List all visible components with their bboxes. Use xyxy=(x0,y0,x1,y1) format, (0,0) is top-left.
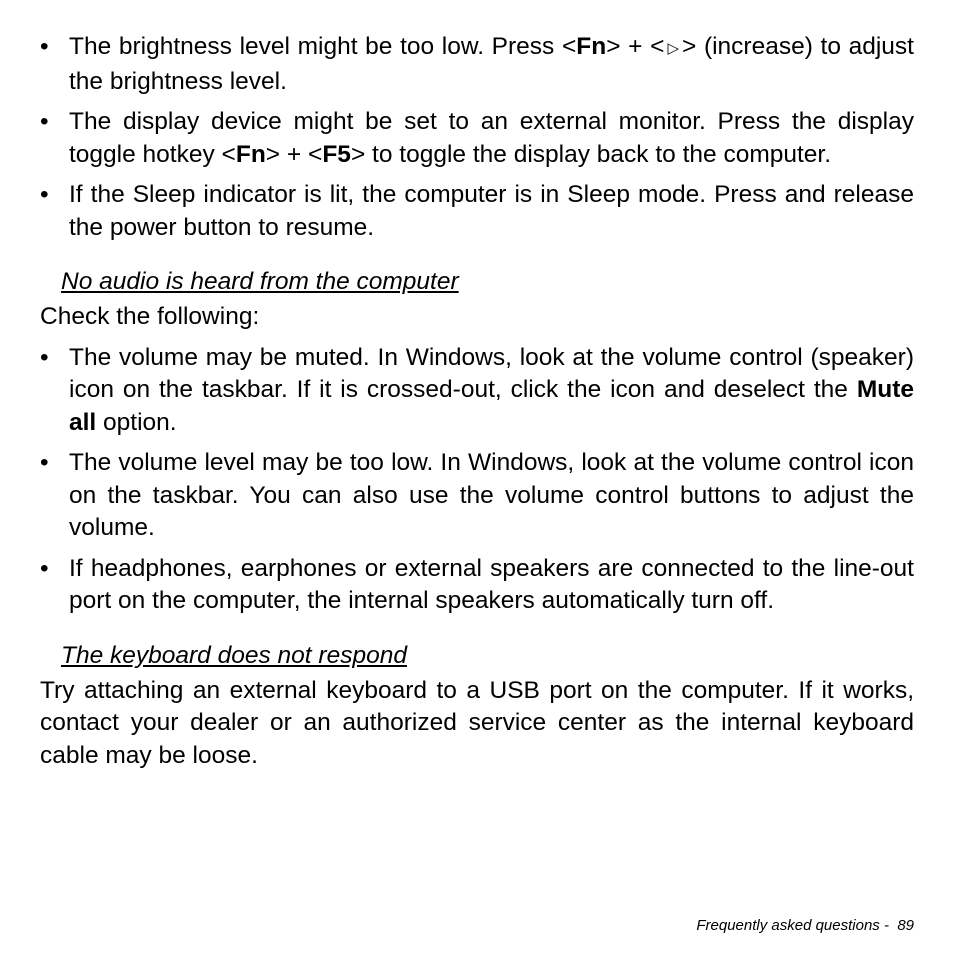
list-item: • If headphones, earphones or external speakers are connected to the line-out port on the computer, the internal speakers automatically turn off. xyxy=(40,554,914,614)
mute-all-label: Mute all xyxy=(69,376,914,436)
bullet-dot: • xyxy=(40,181,49,208)
key-f5: F5 xyxy=(322,140,351,168)
list-item: • The display device might be set to an external monitor. Press the display toggle hotkey <Fn> + <F5> to toggle the display back to the computer. xyxy=(40,108,914,168)
section-intro: Check the following: xyxy=(40,303,260,330)
list-item: • The volume level may be too low. In Windows, look at the volume control icon on the taskbar. You can also use the volume control buttons to adjust the volume. xyxy=(40,449,914,541)
bullet-dot: • xyxy=(40,33,49,60)
page-number: 89 xyxy=(897,917,914,934)
list-item: • The volume may be muted. In Windows, look at the volume control (speaker) icon on the taskbar. If it is crossed-out, click the icon and deselect the Mute all option. xyxy=(40,343,914,436)
section-heading-keyboard: The keyboard does not respond xyxy=(61,641,407,669)
page-content xyxy=(40,31,914,772)
footer-label: Frequently asked questions - xyxy=(696,917,889,934)
bullet-dot: • xyxy=(40,554,49,582)
key-fn: Fn xyxy=(576,33,607,60)
bullet-dot: • xyxy=(40,449,49,476)
brightness-up-icon: ▷ xyxy=(667,40,679,57)
page-footer xyxy=(696,916,914,936)
list-item: • The brightness level might be too low. Press <Fn> + < ▷ > (increase) to adjust the brightness level. xyxy=(40,33,914,95)
bullet-dot: • xyxy=(40,108,49,135)
list-item: • If the Sleep indicator is lit, the computer is in Sleep mode. Press and release the power button to resume. xyxy=(40,181,914,241)
keyboard-paragraph: Try attaching an external keyboard to a USB port on the computer. If it works, contact your dealer or an authorized service center as the internal keyboard cable may be loose. xyxy=(40,676,914,769)
section-heading-audio: No audio is heard from the computer xyxy=(61,268,459,295)
bullet-dot: • xyxy=(40,343,49,371)
key-fn: Fn xyxy=(235,140,266,168)
